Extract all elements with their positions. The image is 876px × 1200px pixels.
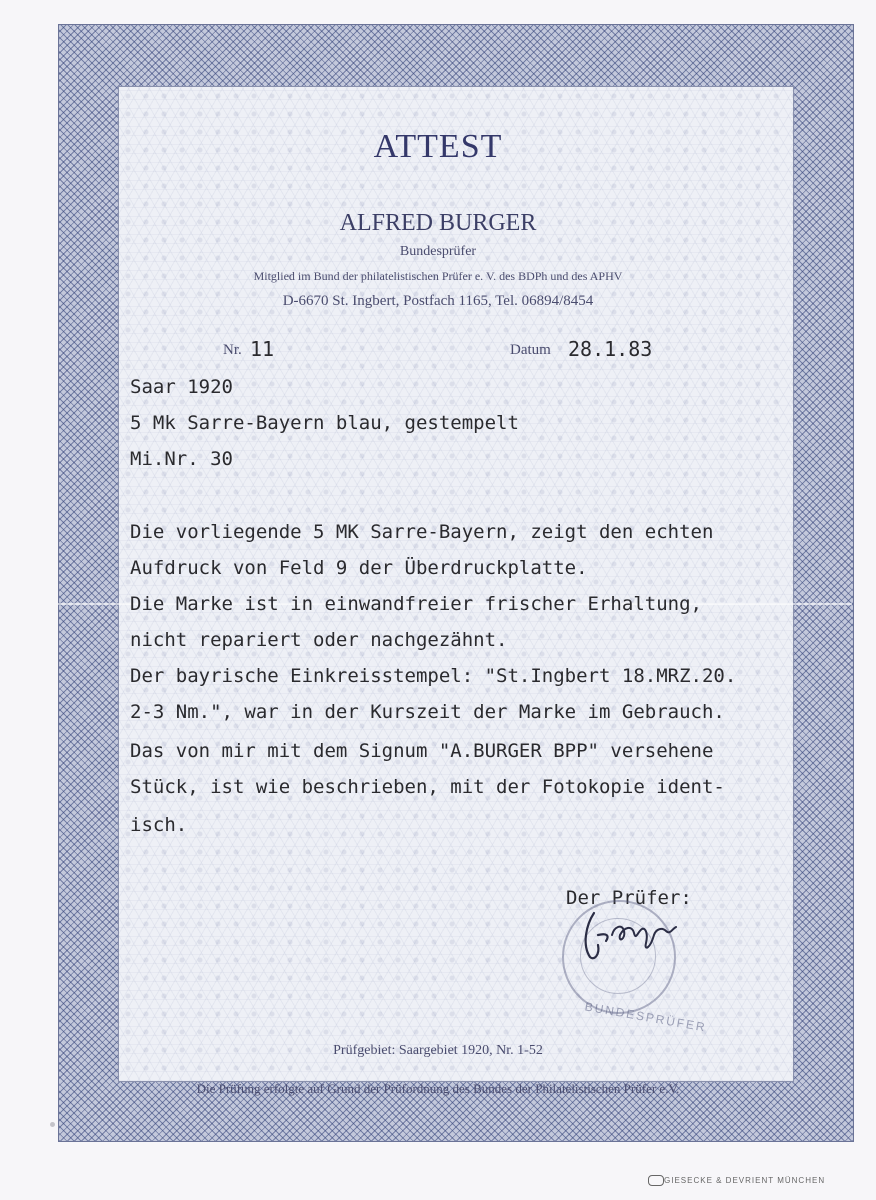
examiner-name: ALFRED BURGER (339, 210, 537, 236)
body-line: Der bayrische Einkreisstempel: "St.Ingbert 18.MRZ.20. (130, 665, 737, 687)
body-line: Stück, ist wie beschrieben, mit der Fotokopie ident- (130, 776, 725, 798)
body-line: nicht repariert oder nachgezähnt. (130, 629, 508, 651)
examination-regulation: Die Prüfung erfolgte auf Grund der Prüfordnung des Bundes der Philatelistischen Prüfer e.V. (196, 1081, 680, 1096)
body-line: isch. (130, 814, 188, 836)
body-line: Aufdruck von Feld 9 der Überdruckplatte. (130, 557, 588, 579)
examination-area: Prüfgebiet: Saargebiet 1920, Nr. 1-52 (333, 1043, 543, 1058)
number-value: 11 (250, 337, 275, 361)
number-label: Nr. (223, 342, 242, 358)
stamp-catalog-number: Mi.Nr. 30 (130, 448, 233, 470)
date-value: 28.1.83 (568, 337, 653, 361)
membership-line: Mitglied im Bund der philatelistischen Prüfer e. V. des BDPh und des APHV (253, 269, 623, 283)
body-line: Das von mir mit dem Signum "A.BURGER BPP" versehene (130, 740, 714, 762)
printer-imprint: GIESECKE & DEVRIENT MÜNCHEN (664, 1176, 826, 1185)
body-line: 2-3 Nm.", war in der Kurszeit der Marke im Gebrauch. (130, 701, 725, 723)
body-line: Die vorliegende 5 MK Sarre-Bayern, zeigt den echten (130, 521, 714, 543)
stamp-issue: Saar 1920 (130, 376, 233, 398)
printer-logo-icon (648, 1175, 664, 1186)
handwritten-signature (576, 905, 686, 965)
examiner-signature-label: Der Prüfer: (566, 887, 692, 909)
paper-speck (50, 1122, 55, 1127)
stamp-description: 5 Mk Sarre-Bayern blau, gestempelt (130, 412, 519, 434)
examiner-role: Bundesprüfer (399, 244, 477, 259)
certificate-title: ATTEST (373, 128, 503, 165)
seal-text: BUNDESPRÜFER (583, 999, 708, 1035)
body-line: Die Marke ist in einwandfreier frischer Erhaltung, (130, 593, 702, 615)
address-line: D-6670 St. Ingbert, Postfach 1165, Tel. 06894/8454 (282, 293, 594, 309)
date-label: Datum (510, 342, 551, 358)
